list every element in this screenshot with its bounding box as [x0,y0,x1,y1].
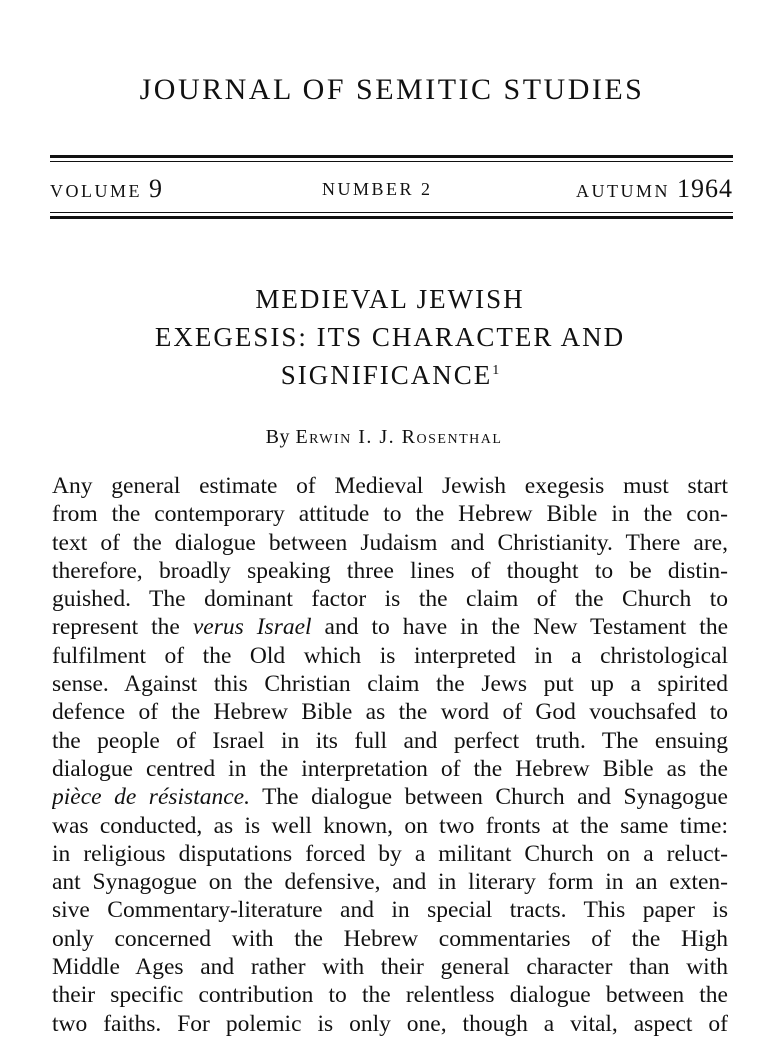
article-title [0,280,768,394]
body-line: two faiths. For polemic is only one, though a vital, aspect of [52,1010,728,1037]
body-line-6-start: represent the [52,614,193,641]
body-line-with-italic [52,613,728,641]
article-title-line-3 [0,356,768,394]
journal-title: JOURNAL OF SEMITIC STUDIES [139,73,645,106]
byline [0,422,768,452]
header-rule-thick-bottom [50,216,733,219]
body-line-6-end: and to have in the New Testament the [311,614,728,641]
body-line: guished. The dominant factor is the claim of the Church to [52,586,728,613]
body-line: text of the dialogue between Judaism and Christianity. There are, [52,529,728,556]
volume-label: VOLUME [50,181,142,201]
body-line: was conducted, as is well known, on two fronts at the same time: [52,812,728,839]
body-italic-verus-israel: verus Israel [192,614,312,641]
body-line: Any general estimate of Medieval Jewish exegesis must start [52,473,728,499]
header-rule-thick-top [50,155,733,158]
issue-number: NUMBER 2 [322,179,433,199]
body-line: fulfilment of the Old which is interpreted in a christological [52,642,728,669]
body-line: their specific contribution to the relentless dialogue between the [52,982,728,1009]
body-line-12-end: The dialogue between Church and Synagogue [249,784,728,811]
header-rule-thin-bottom [50,212,733,213]
body-line: sive Commentary-literature and in special tracts. This paper is [52,897,728,924]
author-name: Erwin I. J. Rosenthal [295,426,503,448]
header-rule-thin-top [50,161,733,162]
article-title-line-1: MEDIEVAL JEWISH [255,284,525,314]
issue-date [576,174,733,204]
issue-year: 1964 [677,174,733,203]
body-line: in religious disputations forced by a militant Church on a reluct- [52,840,728,867]
volume-number: 9 [149,174,163,203]
byline-prefix: By [265,426,290,448]
body-line: only concerned with the Hebrew commentaries of the High [52,925,728,952]
body-line-with-italic [52,783,728,811]
body-line: from the contemporary attitude to the Hebrew Bible in the con- [52,501,728,528]
body-line: sense. Against this Christian claim the Jews put up a spirited [52,671,728,698]
body-line: dialogue centred in the interpretation of the Hebrew Bible as the [52,755,728,782]
article-title-line-2: EXEGESIS: ITS CHARACTER AND [154,322,626,352]
body-italic-piece-de-resistance: pièce de résistance. [52,784,250,811]
article-body [52,472,728,1038]
body-line: the people of Israel in its full and perfect truth. The ensuing [52,727,728,754]
body-line: ant Synagogue on the defensive, and in literary form in an exten- [52,869,728,896]
issue-volume [50,174,163,204]
body-line: therefore, broadly speaking three lines of thought to be distin- [52,557,728,584]
article-title-line-3-text: SIGNIFICANCE [280,360,493,390]
body-line: Middle Ages and rather with their general character than with [52,954,728,981]
body-line: defence of the Hebrew Bible as the word of God vouchsafed to [52,699,728,726]
footnote-mark: 1 [492,363,500,378]
issue-season: AUTUMN [576,181,670,201]
